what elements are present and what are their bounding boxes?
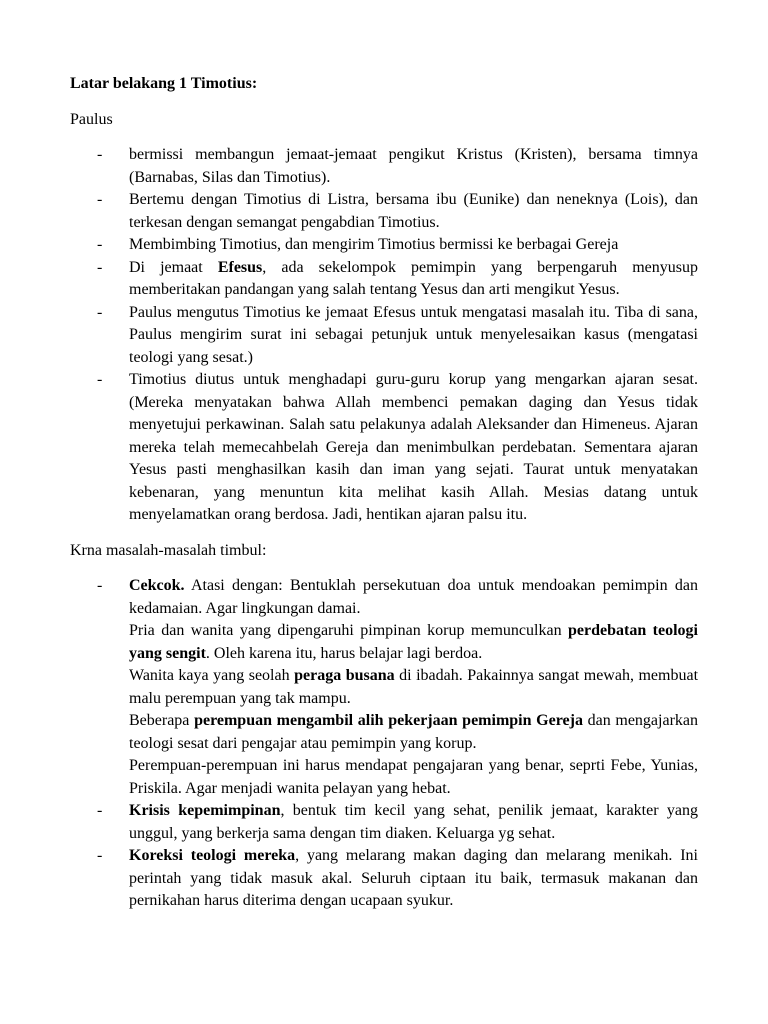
document-title: Latar belakang 1 Timotius:: [70, 75, 258, 92]
list-item-text: bermissi membangun jemaat-jemaat pengikut Kristus (Kristen), bersama timnya (Barnabas, Silas dan Timotius).: [129, 146, 698, 186]
list-item-koreksi: [70, 845, 698, 913]
bullet-dash: -: [97, 802, 103, 819]
text-run: Atasi dengan: Bentuklah persekutuan doa untuk mendoakan pemimpin dan kedamaian. Agar lingkungan damai.: [129, 577, 698, 617]
list-item-text: Membimbing Timotius, dan mengirim Timotius bermissi ke berbagai Gereja: [129, 236, 619, 253]
text-run: , bentuk tim kecil yang sehat, penilik jemaat, karakter yang unggul, yang berkerja sama dengan tim diaken. Keluarga yg sehat.: [129, 802, 698, 842]
list-item-cekcok: [70, 575, 698, 800]
text-run: Beberapa: [129, 712, 195, 729]
bullet-dash: -: [97, 371, 103, 388]
emphasis-perempuan-pemimpin: perempuan mengambil alih pekerjaan pemimpin Gereja: [194, 712, 583, 729]
text-run: Di jemaat: [129, 258, 218, 276]
list-item: [70, 189, 698, 234]
list-item-text: [129, 710, 698, 755]
emphasis-cekcok: Cekcok.: [129, 577, 185, 594]
text-run: , ada sekelompok pemimpin yang berpengaruh menyusup memberitakan pandangan yang salah tentang Yesus dan arti mengikut Yesus.: [129, 258, 698, 298]
list-item: [70, 302, 698, 370]
list-item-text: [129, 845, 698, 913]
bullet-dash: -: [97, 577, 103, 594]
text-run: . Oleh karena itu, harus belajar lagi berdoa.: [205, 644, 483, 662]
list-item: [70, 144, 698, 189]
emphasis-perdebatan: perdebatan teologi yang sengit: [129, 622, 699, 662]
text-run: , yang melarang makan daging dan melarang menikah. Ini perintah yang tidak masuk akal. Seluruh ciptaan itu baik, termasuk makanan dan pernikahan harus diterima dengan ucapaan syukur.: [129, 847, 699, 909]
text-run: di ibadah. Pakainnya sangat mewah, membuat malu perempuan yang tak mampu.: [129, 667, 699, 707]
bullet-dash: -: [97, 303, 103, 321]
section-heading: Krna masalah-masalah timbul:: [70, 541, 267, 559]
list-item: [70, 234, 698, 257]
background-list: [70, 144, 698, 527]
list-item-text: [129, 665, 698, 710]
bullet-dash: -: [97, 258, 103, 276]
emphasis-peraga-busana: peraga busana: [294, 667, 395, 684]
emphasis-koreksi: Koreksi teologi mereka: [129, 847, 296, 864]
list-item: [70, 257, 698, 302]
list-item-text: Perempuan-perempuan ini harus mendapat pengajaran yang benar, seprti Febe, Yunias, Priskila. Agar menjadi wanita pelayan yang hebat.: [129, 757, 698, 797]
text-run: dan mengajarkan teologi sesat dari pengajar atau pemimpin yang korup.: [129, 712, 698, 752]
list-item-text: Bertemu dengan Timotius di Listra, bersama ibu (Eunike) dan neneknya (Lois), dan terkesan dengan semangat pengabdian Timotius.: [129, 191, 698, 231]
list-item-text: [129, 620, 698, 665]
problems-list: [70, 575, 698, 913]
list-item-text: Timotius diutus untuk menghadapi guru-guru korup yang mengarkan ajaran sesat. (Mereka menyatakan bahwa Allah membenci pemakan daging dan Yesus tidak menyetujui perkawinan. Salah satu pelakunya adalah Aleksander dan Himeneus. Ajaran mereka telah memecahbelah Gereja dan menimbulkan perdebatan. Sementara ajaran Yesus pasti menghasilkan kasih dan iman yang sejati. Taurat untuk menyatakan kebenaran, yang menuntun kita melihat kasih Allah. Mesias datang untuk menyelamatkan orang berdosa. Jadi, hentikan ajaran palsu itu.: [129, 371, 698, 523]
bullet-dash: -: [97, 236, 103, 253]
bullet-dash: -: [97, 146, 103, 163]
bullet-dash: -: [97, 847, 103, 864]
list-item-krisis: [70, 800, 698, 845]
text-run: Wanita kaya yang seolah: [129, 667, 295, 684]
list-item-text: Paulus mengutus Timotius ke jemaat Efesus untuk mengatasi masalah itu. Tiba di sana, Paulus mengirim surat ini sebagai petunjuk untuk menyelesaikan kasus (mengatasi teologi yang sesat.): [129, 303, 698, 366]
list-item-text: [129, 800, 698, 845]
list-item-text: [129, 575, 698, 620]
emphasis-efesus: Efesus: [217, 258, 263, 276]
text-run: Pria dan wanita yang dipengaruhi pimpinan korup memunculkan: [129, 622, 569, 639]
list-item-text: [129, 257, 698, 302]
intro-label: Paulus: [70, 110, 113, 128]
emphasis-krisis: Krisis kepemimpinan: [129, 802, 281, 819]
bullet-dash: -: [97, 191, 103, 208]
list-item: [70, 369, 698, 527]
